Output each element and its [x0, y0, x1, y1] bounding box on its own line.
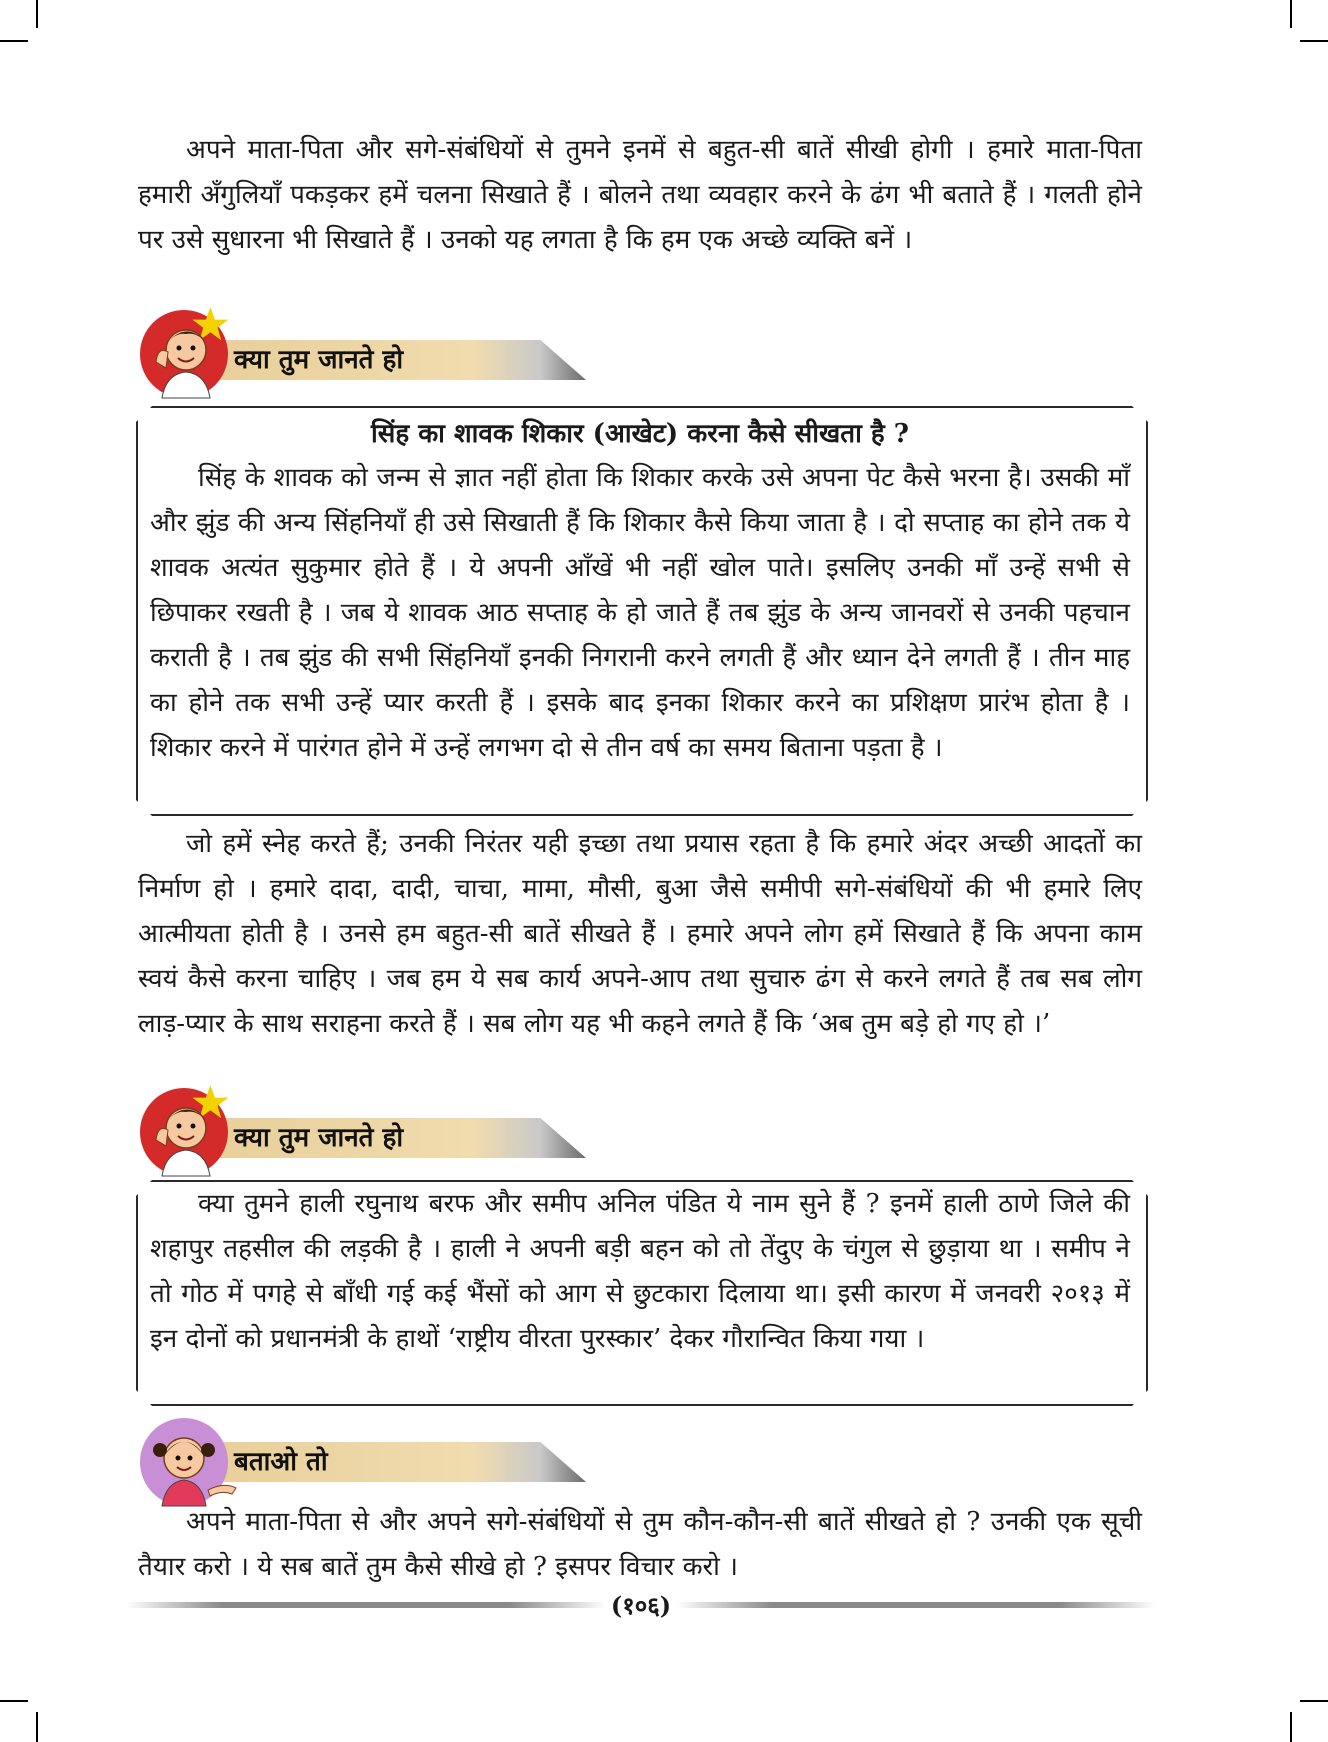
- info-box-text: क्या तुमने हाली रघुनाथ बरफ और समीप अनिल पंडित ये नाम सुने हैं ? इनमें हाली ठाणे जिले की शहापुर तहसील की लड़की है । हाली ने अपनी बड़ी बहन को तो तेंदुए के चंगुल से छुड़ाया था । समीप ने तो गोठ में पगहे से बाँधी गई कई भैंसों को आग से छुटकारा दिलाया था। इसी कारण में जनवरी २०१३ में इन दोनों को प्रधानमंत्री के हाथों ‘राष्ट्रीय वीरता पुरस्कार’ देकर गौरान्वित किया गया ।: [150, 1189, 1130, 1354]
- crop-mark-top-left-v: [36, 0, 38, 28]
- crop-mark-bottom-left-v: [36, 1712, 38, 1742]
- crop-mark-bottom-right-v: [1290, 1712, 1292, 1742]
- banner-label: बताओ तो: [234, 1447, 328, 1477]
- crop-mark-bottom-right-h: [1300, 1700, 1328, 1702]
- info-box-title: सिंह का शावक शिकार (आखेट) करना कैसे सीखता है ?: [371, 419, 909, 449]
- boy-thinking-icon: [136, 1080, 246, 1180]
- info-box-text: सिंह के शावक को जन्म से ज्ञात नहीं होता कि शिकार करके उसे अपना पेट कैसे भरना है। उसकी माँ और झुंड की अन्य सिंहनियाँ ही उसे सिखाती हैं कि शिकार कैसे किया जाता है । दो सप्ताह का होने तक ये शावक अत्यंत सुकुमार होते हैं । ये अपनी आँखें भी नहीं खोल पाते। इसलिए उनकी माँ उन्हें सभी से छिपाकर रखती है । जब ये शावक आठ सप्ताह के हो जाते हैं तब झुंड के अन्य जानवरों से उनकी पहचान कराती है । तब झुंड की सभी सिंहनियाँ इनकी निगरानी करने लगती हैं और ध्यान देने लगती हैं । तीन माह का होने तक सभी उन्हें प्यार करती हैं । इसके बाद इनका शिकार करने का प्रशिक्षण प्रारंभ होता है । शिकार करने में पारंगत होने में उन्हें लगभग दो से तीन वर्ष का समय बिताना पड़ता है ।: [150, 463, 1130, 763]
- info-box-lion-cub-content: [150, 412, 1130, 771]
- girl-explaining-icon: [136, 1416, 246, 1512]
- footer-rule-left: [126, 1602, 606, 1608]
- crop-mark-top-left-h: [0, 40, 28, 42]
- page-number: (१०६): [610, 1591, 672, 1620]
- crop-mark-top-right-v: [1290, 0, 1292, 28]
- crop-mark-bottom-left-h: [0, 1700, 28, 1702]
- intro-paragraph: अपने माता-पिता और सगे-संबंधियों से तुमने इनमें से बहुत-सी बातें सीखी होगी । हमारे माता-पिता हमारी अँगुलियाँ पकड़कर हमें चलना सिखाते हैं । बोलने तथा व्यवहार करने के ढंग भी बताते हैं । गलती होने पर उसे सुधारना भी सिखाते हैं । उनको यह लगता है कि हम एक अच्छे व्यक्ति बनें ।: [138, 135, 1142, 255]
- crop-mark-top-right-h: [1300, 40, 1328, 42]
- elders-paragraph: जो हमें स्नेह करते हैं; उनकी निरंतर यही इच्छा तथा प्रयास रहता है कि हमारे अंदर अच्छी आदतों का निर्माण हो । हमारे दादा, दादी, चाचा, मामा, मौसी, बुआ जैसे समीपी सगे-संबंधियों की भी हमारे लिए आत्मीयता होती है । उनसे हम बहुत-सी बातें सीखते हैं । हमारे अपने लोग हमें सिखाते हैं कि अपना काम स्वयं कैसे करना चाहिए । जब हम ये सब कार्य अपने-आप तथा सुचारु ढंग से करने लगते हैं तब सब लोग लाड़-प्यार के साथ सराहना करते हैं । सब लोग यह भी कहने लगते हैं कि ‘अब तुम बड़े हो गए हो ।’: [138, 829, 1142, 1039]
- footer-rule-right: [676, 1602, 1156, 1608]
- banner-label: क्या तुम जानते हो: [234, 1123, 404, 1153]
- task-paragraph: अपने माता-पिता से और अपने सगे-संबंधियों से तुम कौन-कौन-सी बातें सीखते हो ? उनकी एक सूची तैयार करो । ये सब बातें तुम कैसे सीखे हो ? इसपर विचार करो ।: [138, 1507, 1142, 1582]
- info-box-bravery-award-content: [150, 1182, 1130, 1362]
- banner-label: क्या तुम जानते हो: [234, 345, 404, 375]
- boy-thinking-icon: [136, 302, 246, 402]
